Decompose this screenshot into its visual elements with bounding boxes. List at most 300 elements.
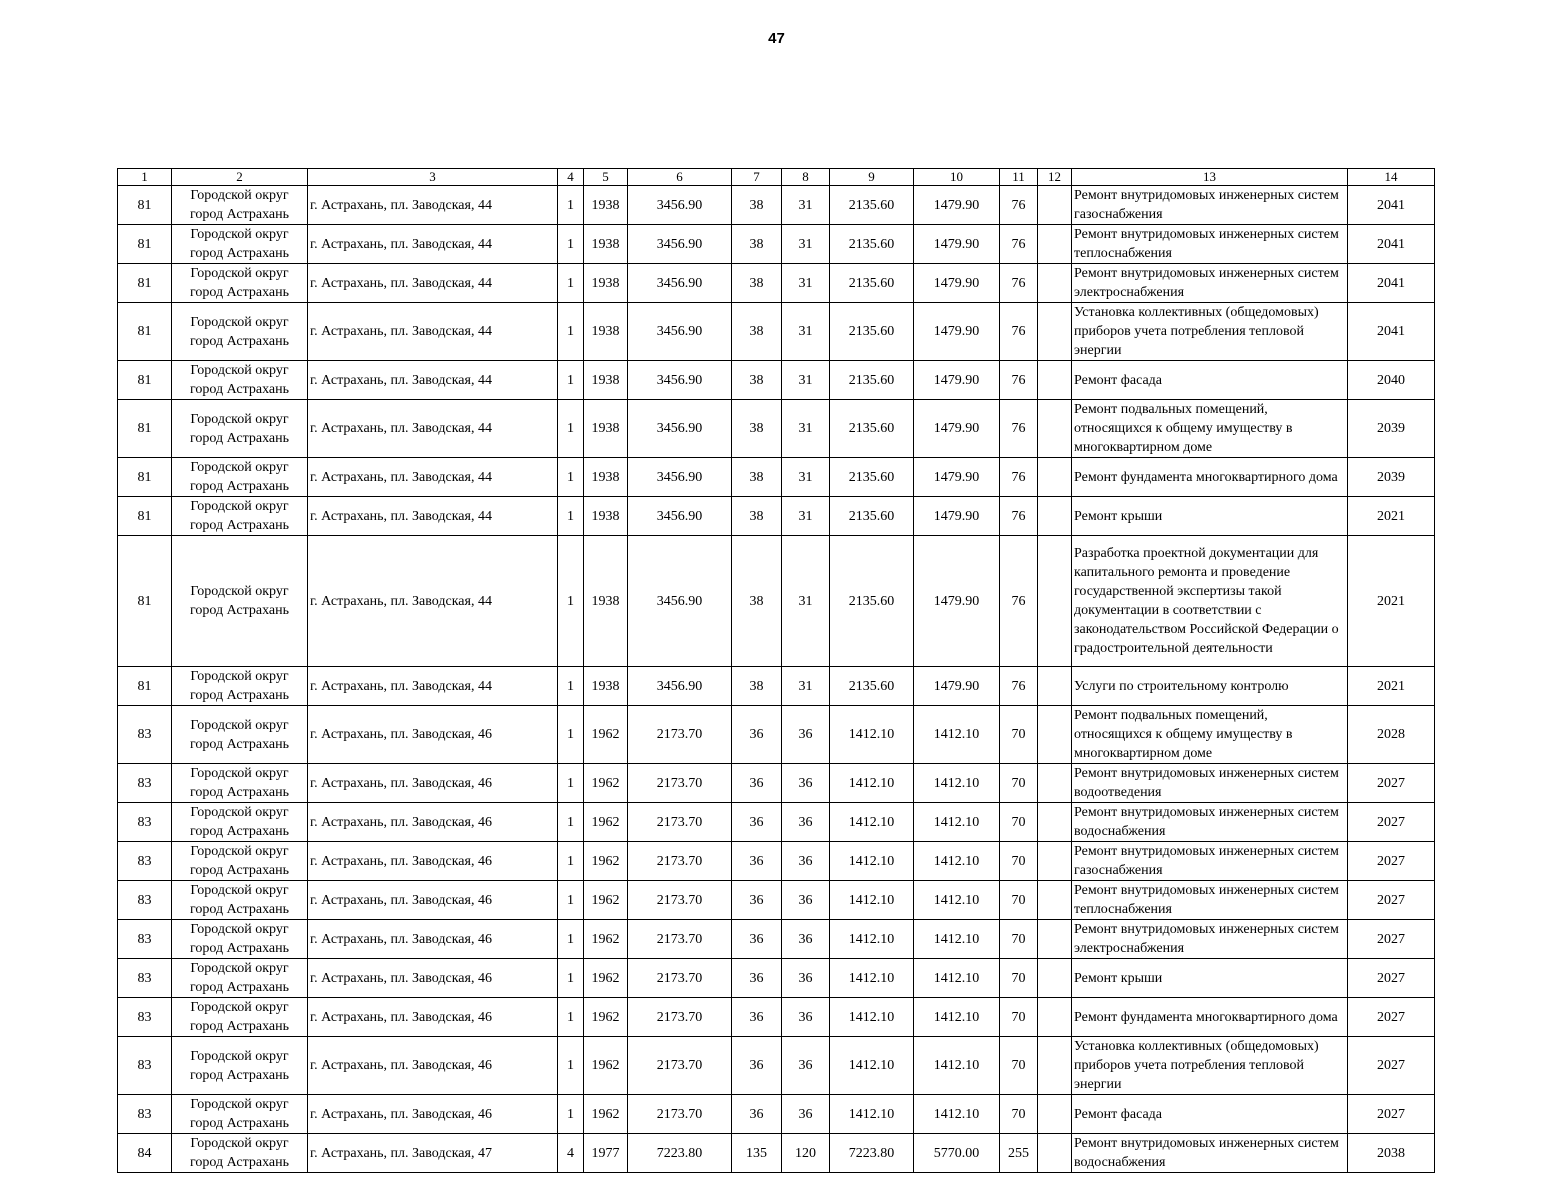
cell-col10: 5770.00: [914, 1134, 1000, 1173]
cell-address: г. Астрахань, пл. Заводская, 44: [308, 667, 558, 706]
table-row: [118, 1037, 1435, 1095]
cell-col4: 4: [558, 1134, 584, 1173]
cell-number: 81: [118, 536, 172, 667]
cell-col10: 1412.10: [914, 998, 1000, 1037]
cell-number: 81: [118, 400, 172, 458]
cell-total-area: 2173.70: [628, 920, 732, 959]
cell-address: г. Астрахань, пл. Заводская, 46: [308, 706, 558, 764]
cell-col12: [1038, 497, 1072, 536]
cell-col4: 1: [558, 186, 584, 225]
cell-col7: 38: [732, 225, 782, 264]
cell-address: г. Астрахань, пл. Заводская, 44: [308, 186, 558, 225]
cell-municipality: Городской округ город Астрахань: [172, 361, 308, 400]
cell-number: 81: [118, 264, 172, 303]
cell-col8: 120: [782, 1134, 830, 1173]
cell-col10: 1412.10: [914, 706, 1000, 764]
cell-col4: 1: [558, 497, 584, 536]
cell-plan-year: 2041: [1348, 264, 1435, 303]
cell-plan-year: 2039: [1348, 458, 1435, 497]
table-row: [118, 842, 1435, 881]
cell-col7: 36: [732, 959, 782, 998]
cell-col11: 70: [1000, 881, 1038, 920]
cell-year-built: 1938: [584, 400, 628, 458]
table-row: [118, 803, 1435, 842]
cell-plan-year: 2039: [1348, 400, 1435, 458]
cell-col11: 76: [1000, 361, 1038, 400]
cell-col10: 1412.10: [914, 959, 1000, 998]
cell-col8: 31: [782, 361, 830, 400]
cell-col11: 76: [1000, 497, 1038, 536]
cell-col7: 36: [732, 1095, 782, 1134]
cell-work-type: Ремонт крыши: [1072, 497, 1348, 536]
cell-col8: 36: [782, 1095, 830, 1134]
cell-municipality: Городской округ город Астрахань: [172, 706, 308, 764]
cell-work-type: Ремонт внутридомовых инженерных систем водоснабжения: [1072, 1134, 1348, 1173]
cell-work-type: Ремонт фундамента многоквартирного дома: [1072, 458, 1348, 497]
table-row: [118, 667, 1435, 706]
cell-year-built: 1938: [584, 361, 628, 400]
cell-col9: 7223.80: [830, 1134, 914, 1173]
cell-work-type: Ремонт внутридомовых инженерных систем теплоснабжения: [1072, 881, 1348, 920]
cell-total-area: 3456.90: [628, 264, 732, 303]
cell-year-built: 1962: [584, 803, 628, 842]
cell-year-built: 1962: [584, 764, 628, 803]
cell-municipality: Городской округ город Астрахань: [172, 1134, 308, 1173]
cell-col12: [1038, 264, 1072, 303]
cell-year-built: 1938: [584, 497, 628, 536]
header-cell: 9: [830, 169, 914, 186]
table-row: [118, 998, 1435, 1037]
cell-col7: 36: [732, 881, 782, 920]
header-cell: 5: [584, 169, 628, 186]
cell-col10: 1479.90: [914, 361, 1000, 400]
table-row: [118, 959, 1435, 998]
cell-col12: [1038, 959, 1072, 998]
cell-year-built: 1962: [584, 881, 628, 920]
cell-col11: 76: [1000, 667, 1038, 706]
cell-plan-year: 2021: [1348, 667, 1435, 706]
cell-number: 81: [118, 497, 172, 536]
table-row: [118, 881, 1435, 920]
table-row: [118, 400, 1435, 458]
cell-number: 83: [118, 881, 172, 920]
cell-col4: 1: [558, 959, 584, 998]
cell-year-built: 1938: [584, 458, 628, 497]
cell-address: г. Астрахань, пл. Заводская, 46: [308, 1095, 558, 1134]
cell-municipality: Городской округ город Астрахань: [172, 842, 308, 881]
cell-col4: 1: [558, 998, 584, 1037]
cell-col12: [1038, 400, 1072, 458]
cell-work-type: Ремонт внутридомовых инженерных систем водоснабжения: [1072, 803, 1348, 842]
cell-municipality: Городской округ город Астрахань: [172, 667, 308, 706]
cell-col9: 1412.10: [830, 803, 914, 842]
cell-col12: [1038, 803, 1072, 842]
cell-col8: 36: [782, 920, 830, 959]
cell-municipality: Городской округ город Астрахань: [172, 920, 308, 959]
header-cell: 13: [1072, 169, 1348, 186]
cell-municipality: Городской округ город Астрахань: [172, 225, 308, 264]
cell-total-area: 3456.90: [628, 458, 732, 497]
table-row: [118, 264, 1435, 303]
cell-col9: 1412.10: [830, 920, 914, 959]
cell-col10: 1479.90: [914, 264, 1000, 303]
cell-address: г. Астрахань, пл. Заводская, 46: [308, 920, 558, 959]
cell-number: 81: [118, 361, 172, 400]
cell-work-type: Ремонт фасада: [1072, 1095, 1348, 1134]
cell-total-area: 7223.80: [628, 1134, 732, 1173]
cell-col12: [1038, 842, 1072, 881]
table-row: [118, 497, 1435, 536]
cell-col11: 70: [1000, 1095, 1038, 1134]
cell-address: г. Астрахань, пл. Заводская, 46: [308, 1037, 558, 1095]
cell-work-type: Услуги по строительному контролю: [1072, 667, 1348, 706]
cell-address: г. Астрахань, пл. Заводская, 44: [308, 400, 558, 458]
cell-col8: 31: [782, 303, 830, 361]
cell-col8: 31: [782, 400, 830, 458]
cell-plan-year: 2040: [1348, 361, 1435, 400]
cell-col10: 1412.10: [914, 881, 1000, 920]
cell-plan-year: 2027: [1348, 1037, 1435, 1095]
cell-work-type: Ремонт подвальных помещений, относящихся к общему имуществу в многоквартирном доме: [1072, 706, 1348, 764]
cell-col10: 1479.90: [914, 536, 1000, 667]
cell-col9: 2135.60: [830, 186, 914, 225]
cell-col7: 38: [732, 400, 782, 458]
cell-col4: 1: [558, 536, 584, 667]
table-row: [118, 1095, 1435, 1134]
cell-number: 83: [118, 1037, 172, 1095]
cell-col10: 1479.90: [914, 458, 1000, 497]
cell-number: 81: [118, 458, 172, 497]
cell-col12: [1038, 186, 1072, 225]
header-cell: 6: [628, 169, 732, 186]
cell-col10: 1412.10: [914, 1095, 1000, 1134]
cell-col7: 38: [732, 186, 782, 225]
cell-work-type: Ремонт внутридомовых инженерных систем электроснабжения: [1072, 264, 1348, 303]
table-row: [118, 186, 1435, 225]
cell-year-built: 1938: [584, 303, 628, 361]
cell-year-built: 1962: [584, 959, 628, 998]
cell-municipality: Городской округ город Астрахань: [172, 186, 308, 225]
cell-plan-year: 2027: [1348, 1095, 1435, 1134]
cell-col11: 70: [1000, 959, 1038, 998]
cell-col9: 2135.60: [830, 497, 914, 536]
cell-work-type: Ремонт внутридомовых инженерных систем газоснабжения: [1072, 842, 1348, 881]
cell-plan-year: 2027: [1348, 920, 1435, 959]
cell-col11: 70: [1000, 998, 1038, 1037]
header-cell: 4: [558, 169, 584, 186]
cell-col9: 1412.10: [830, 998, 914, 1037]
cell-municipality: Городской округ город Астрахань: [172, 303, 308, 361]
cell-number: 81: [118, 303, 172, 361]
cell-col12: [1038, 536, 1072, 667]
cell-municipality: Городской округ город Астрахань: [172, 497, 308, 536]
cell-total-area: 2173.70: [628, 803, 732, 842]
cell-year-built: 1962: [584, 998, 628, 1037]
cell-col7: 36: [732, 706, 782, 764]
cell-municipality: Городской округ город Астрахань: [172, 458, 308, 497]
cell-number: 81: [118, 667, 172, 706]
cell-col12: [1038, 361, 1072, 400]
cell-work-type: Ремонт внутридомовых инженерных систем теплоснабжения: [1072, 225, 1348, 264]
cell-col10: 1479.90: [914, 497, 1000, 536]
cell-year-built: 1938: [584, 667, 628, 706]
cell-col4: 1: [558, 400, 584, 458]
cell-year-built: 1938: [584, 536, 628, 667]
cell-municipality: Городской округ город Астрахань: [172, 1037, 308, 1095]
cell-col10: 1412.10: [914, 920, 1000, 959]
cell-address: г. Астрахань, пл. Заводская, 44: [308, 497, 558, 536]
cell-col10: 1412.10: [914, 764, 1000, 803]
cell-col11: 70: [1000, 803, 1038, 842]
cell-year-built: 1938: [584, 264, 628, 303]
cell-col7: 36: [732, 1037, 782, 1095]
cell-municipality: Городской округ город Астрахань: [172, 803, 308, 842]
cell-address: г. Астрахань, пл. Заводская, 46: [308, 842, 558, 881]
cell-col8: 31: [782, 667, 830, 706]
header-cell: 10: [914, 169, 1000, 186]
cell-col4: 1: [558, 458, 584, 497]
cell-address: г. Астрахань, пл. Заводская, 44: [308, 264, 558, 303]
page-number: 47: [768, 30, 785, 47]
cell-work-type: Ремонт фундамента многоквартирного дома: [1072, 998, 1348, 1037]
cell-number: 83: [118, 1095, 172, 1134]
cell-col12: [1038, 458, 1072, 497]
cell-number: 84: [118, 1134, 172, 1173]
cell-year-built: 1962: [584, 706, 628, 764]
cell-col4: 1: [558, 264, 584, 303]
cell-municipality: Городской округ город Астрахань: [172, 959, 308, 998]
cell-col9: 2135.60: [830, 303, 914, 361]
cell-col4: 1: [558, 667, 584, 706]
cell-col12: [1038, 881, 1072, 920]
cell-plan-year: 2027: [1348, 803, 1435, 842]
cell-total-area: 3456.90: [628, 536, 732, 667]
cell-col10: 1479.90: [914, 400, 1000, 458]
cell-col9: 1412.10: [830, 842, 914, 881]
cell-col10: 1479.90: [914, 303, 1000, 361]
cell-col11: 76: [1000, 536, 1038, 667]
cell-number: 83: [118, 959, 172, 998]
table-row: [118, 706, 1435, 764]
cell-total-area: 3456.90: [628, 225, 732, 264]
cell-col8: 31: [782, 186, 830, 225]
table-row: [118, 458, 1435, 497]
cell-col9: 1412.10: [830, 1095, 914, 1134]
cell-col9: 2135.60: [830, 667, 914, 706]
cell-year-built: 1962: [584, 842, 628, 881]
cell-col11: 70: [1000, 764, 1038, 803]
table-row: [118, 303, 1435, 361]
header-cell: 11: [1000, 169, 1038, 186]
cell-col12: [1038, 998, 1072, 1037]
cell-address: г. Астрахань, пл. Заводская, 44: [308, 458, 558, 497]
cell-col9: 1412.10: [830, 764, 914, 803]
table-row: [118, 764, 1435, 803]
table-row: [118, 225, 1435, 264]
cell-plan-year: 2021: [1348, 497, 1435, 536]
cell-plan-year: 2027: [1348, 764, 1435, 803]
cell-col8: 36: [782, 764, 830, 803]
cell-total-area: 3456.90: [628, 303, 732, 361]
cell-col8: 36: [782, 1037, 830, 1095]
cell-col11: 70: [1000, 1037, 1038, 1095]
cell-work-type: Ремонт крыши: [1072, 959, 1348, 998]
cell-col12: [1038, 764, 1072, 803]
cell-work-type: Ремонт внутридомовых инженерных систем водоотведения: [1072, 764, 1348, 803]
cell-col7: 36: [732, 764, 782, 803]
cell-col8: 31: [782, 497, 830, 536]
cell-col9: 2135.60: [830, 361, 914, 400]
cell-col9: 2135.60: [830, 225, 914, 264]
cell-work-type: Разработка проектной документации для капитального ремонта и проведение государственной экспертизы такой документации в соответствии с законодательством Российской Федерации о градостроительной деятельности: [1072, 536, 1348, 667]
table-row: [118, 536, 1435, 667]
cell-total-area: 2173.70: [628, 706, 732, 764]
cell-col8: 36: [782, 998, 830, 1037]
cell-year-built: 1938: [584, 225, 628, 264]
cell-number: 83: [118, 842, 172, 881]
cell-col4: 1: [558, 706, 584, 764]
cell-col11: 76: [1000, 303, 1038, 361]
cell-col9: 1412.10: [830, 881, 914, 920]
cell-address: г. Астрахань, пл. Заводская, 44: [308, 303, 558, 361]
header-cell: 8: [782, 169, 830, 186]
cell-col12: [1038, 1095, 1072, 1134]
cell-plan-year: 2027: [1348, 881, 1435, 920]
cell-total-area: 2173.70: [628, 764, 732, 803]
cell-col4: 1: [558, 764, 584, 803]
cell-col9: 2135.60: [830, 400, 914, 458]
cell-col9: 2135.60: [830, 264, 914, 303]
cell-address: г. Астрахань, пл. Заводская, 44: [308, 361, 558, 400]
cell-col4: 1: [558, 1037, 584, 1095]
cell-municipality: Городской округ город Астрахань: [172, 998, 308, 1037]
cell-work-type: Ремонт фасада: [1072, 361, 1348, 400]
cell-number: 81: [118, 186, 172, 225]
cell-col11: 76: [1000, 400, 1038, 458]
cell-col4: 1: [558, 881, 584, 920]
cell-total-area: 2173.70: [628, 998, 732, 1037]
header-cell: 14: [1348, 169, 1435, 186]
cell-municipality: Городской округ город Астрахань: [172, 1095, 308, 1134]
cell-address: г. Астрахань, пл. Заводская, 46: [308, 998, 558, 1037]
table-row: [118, 361, 1435, 400]
cell-col10: 1412.10: [914, 1037, 1000, 1095]
cell-year-built: 1962: [584, 1095, 628, 1134]
cell-total-area: 2173.70: [628, 842, 732, 881]
cell-col9: 2135.60: [830, 536, 914, 667]
cell-col7: 36: [732, 803, 782, 842]
cell-col7: 38: [732, 264, 782, 303]
cell-col12: [1038, 706, 1072, 764]
cell-col12: [1038, 225, 1072, 264]
cell-col4: 1: [558, 842, 584, 881]
cell-number: 81: [118, 225, 172, 264]
cell-col4: 1: [558, 303, 584, 361]
cell-number: 83: [118, 706, 172, 764]
cell-col4: 1: [558, 803, 584, 842]
cell-plan-year: 2041: [1348, 186, 1435, 225]
cell-col7: 38: [732, 667, 782, 706]
cell-address: г. Астрахань, пл. Заводская, 47: [308, 1134, 558, 1173]
cell-total-area: 3456.90: [628, 400, 732, 458]
cell-col8: 36: [782, 706, 830, 764]
cell-col10: 1479.90: [914, 667, 1000, 706]
table-row: [118, 920, 1435, 959]
cell-col7: 38: [732, 303, 782, 361]
cell-col10: 1412.10: [914, 842, 1000, 881]
cell-col7: 38: [732, 497, 782, 536]
cell-col9: 1412.10: [830, 959, 914, 998]
cell-col11: 76: [1000, 264, 1038, 303]
cell-number: 83: [118, 998, 172, 1037]
cell-col7: 36: [732, 842, 782, 881]
cell-col4: 1: [558, 361, 584, 400]
cell-address: г. Астрахань, пл. Заводская, 46: [308, 959, 558, 998]
cell-col11: 255: [1000, 1134, 1038, 1173]
cell-total-area: 3456.90: [628, 497, 732, 536]
cell-work-type: Установка коллективных (общедомовых) приборов учета потребления тепловой энергии: [1072, 303, 1348, 361]
cell-col11: 70: [1000, 842, 1038, 881]
cell-total-area: 2173.70: [628, 959, 732, 998]
cell-col7: 36: [732, 920, 782, 959]
cell-col12: [1038, 1037, 1072, 1095]
cell-col4: 1: [558, 225, 584, 264]
repair-plan-table: [117, 168, 1435, 1173]
cell-total-area: 3456.90: [628, 186, 732, 225]
cell-municipality: Городской округ город Астрахань: [172, 400, 308, 458]
cell-col11: 76: [1000, 186, 1038, 225]
cell-col4: 1: [558, 920, 584, 959]
cell-col8: 31: [782, 264, 830, 303]
cell-col11: 70: [1000, 920, 1038, 959]
cell-col8: 31: [782, 458, 830, 497]
cell-municipality: Городской округ город Астрахань: [172, 536, 308, 667]
cell-address: г. Астрахань, пл. Заводская, 46: [308, 764, 558, 803]
cell-plan-year: 2028: [1348, 706, 1435, 764]
cell-col11: 76: [1000, 225, 1038, 264]
cell-col8: 36: [782, 881, 830, 920]
cell-work-type: Ремонт внутридомовых инженерных систем электроснабжения: [1072, 920, 1348, 959]
cell-col9: 1412.10: [830, 1037, 914, 1095]
cell-col8: 31: [782, 225, 830, 264]
cell-col7: 36: [732, 998, 782, 1037]
cell-work-type: Ремонт внутридомовых инженерных систем газоснабжения: [1072, 186, 1348, 225]
cell-year-built: 1977: [584, 1134, 628, 1173]
cell-col9: 1412.10: [830, 706, 914, 764]
cell-total-area: 3456.90: [628, 361, 732, 400]
cell-col8: 36: [782, 842, 830, 881]
header-cell: 3: [308, 169, 558, 186]
cell-plan-year: 2021: [1348, 536, 1435, 667]
cell-plan-year: 2038: [1348, 1134, 1435, 1173]
cell-municipality: Городской округ город Астрахань: [172, 264, 308, 303]
cell-total-area: 3456.90: [628, 667, 732, 706]
cell-col8: 36: [782, 959, 830, 998]
cell-col10: 1412.10: [914, 803, 1000, 842]
cell-plan-year: 2027: [1348, 842, 1435, 881]
cell-number: 83: [118, 803, 172, 842]
header-row: [118, 169, 1435, 186]
cell-col7: 135: [732, 1134, 782, 1173]
cell-year-built: 1962: [584, 1037, 628, 1095]
cell-address: г. Астрахань, пл. Заводская, 44: [308, 225, 558, 264]
cell-number: 83: [118, 764, 172, 803]
cell-col8: 31: [782, 536, 830, 667]
cell-municipality: Городской округ город Астрахань: [172, 881, 308, 920]
cell-number: 83: [118, 920, 172, 959]
header-cell: 2: [172, 169, 308, 186]
cell-col9: 2135.60: [830, 458, 914, 497]
